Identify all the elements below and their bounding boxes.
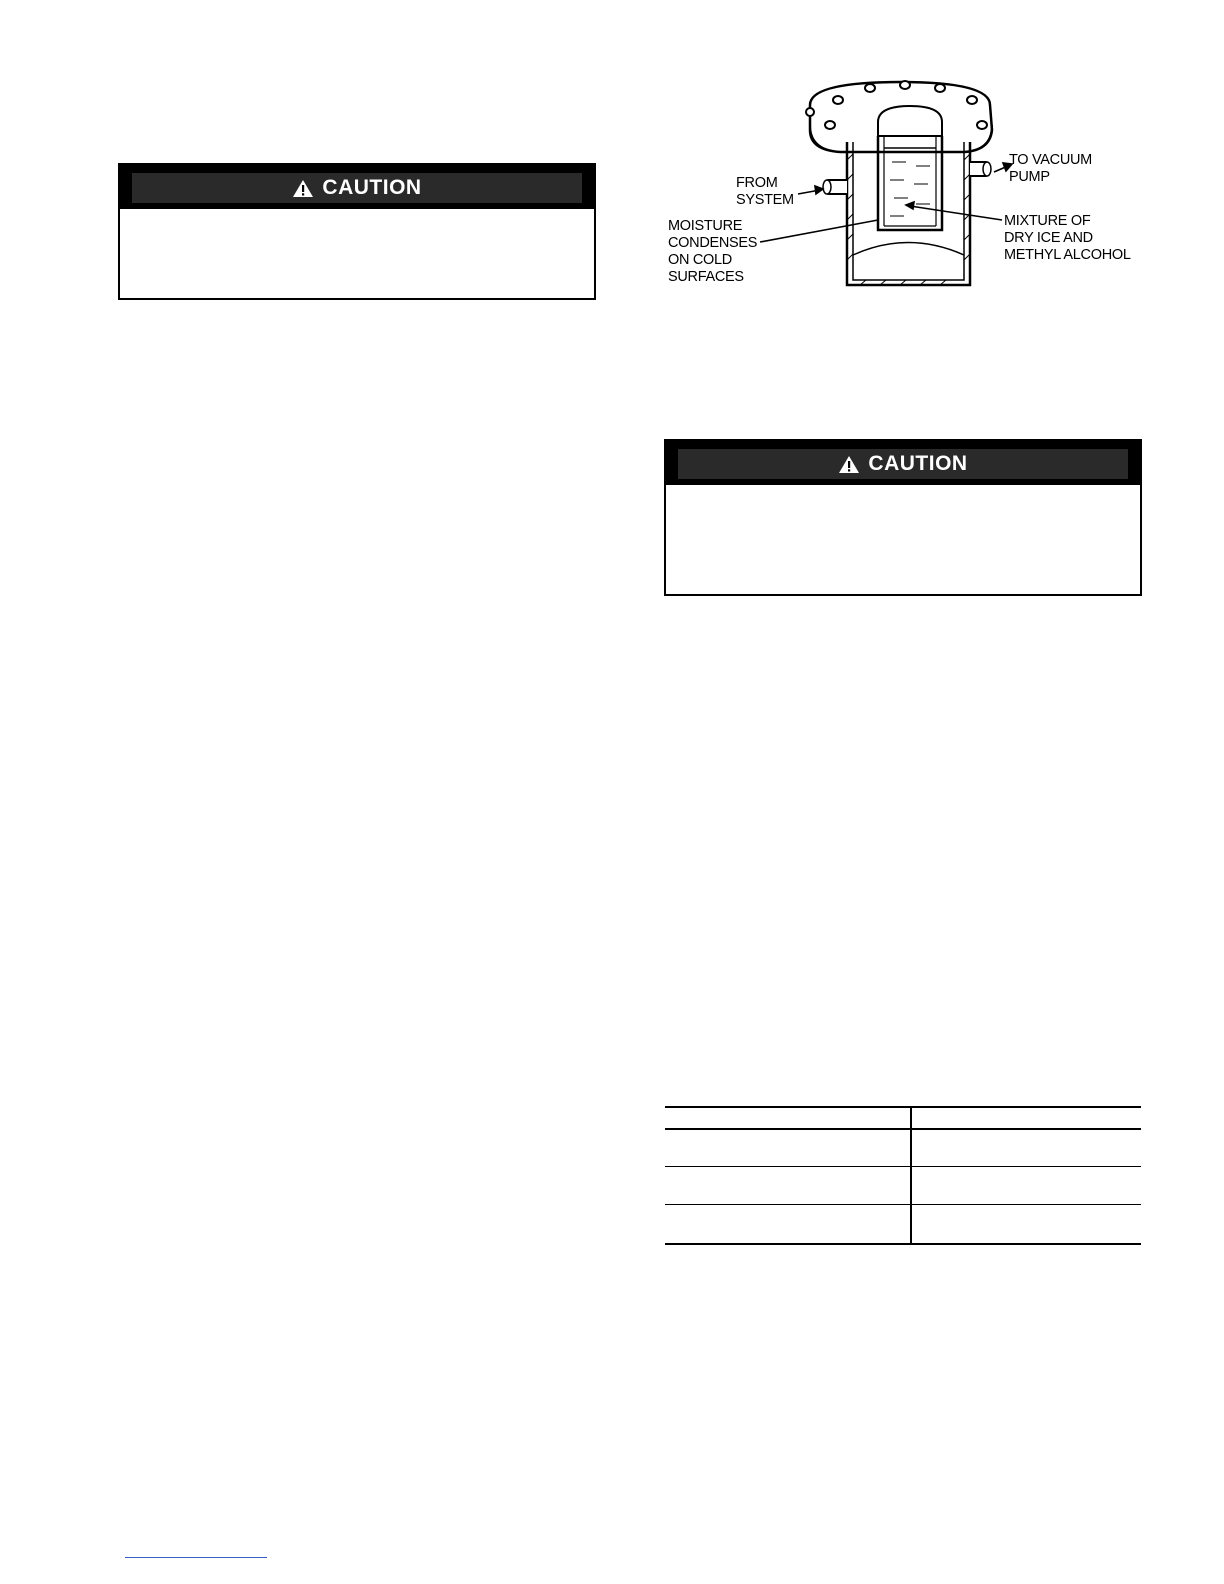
moisture-trap-diagram — [660, 70, 1150, 300]
label-to-vacuum-pump: TO VACUUM PUMP — [1009, 152, 1092, 185]
ruled-table — [665, 1106, 1141, 1246]
caution-header — [120, 165, 594, 209]
caution-bar — [132, 173, 582, 203]
label-mixture: MIXTURE OF DRY ICE AND METHYL ALCOHOL — [1004, 213, 1131, 263]
warning-triangle-icon — [838, 455, 860, 474]
caution-bar — [678, 449, 1128, 479]
caution-title: CAUTION — [868, 452, 968, 475]
caution-header — [666, 441, 1140, 485]
label-from-system: FROM SYSTEM — [736, 175, 794, 208]
footer-link-underline[interactable] — [125, 1557, 267, 1558]
caution-box-right — [664, 439, 1142, 596]
warning-triangle-icon — [292, 179, 314, 198]
table-rule-bottom — [665, 1243, 1141, 1245]
caution-body — [666, 485, 1140, 505]
table-rule-top — [665, 1106, 1141, 1108]
table-rule — [665, 1128, 1141, 1130]
table-rule — [665, 1166, 1141, 1167]
caution-box-left — [118, 163, 596, 300]
table-column-divider — [910, 1106, 912, 1244]
caution-body — [120, 209, 594, 229]
table-rule — [665, 1204, 1141, 1205]
caution-title: CAUTION — [322, 176, 422, 199]
label-moisture: MOISTURE CONDENSES ON COLD SURFACES — [668, 218, 758, 285]
outer-shell — [847, 142, 970, 285]
